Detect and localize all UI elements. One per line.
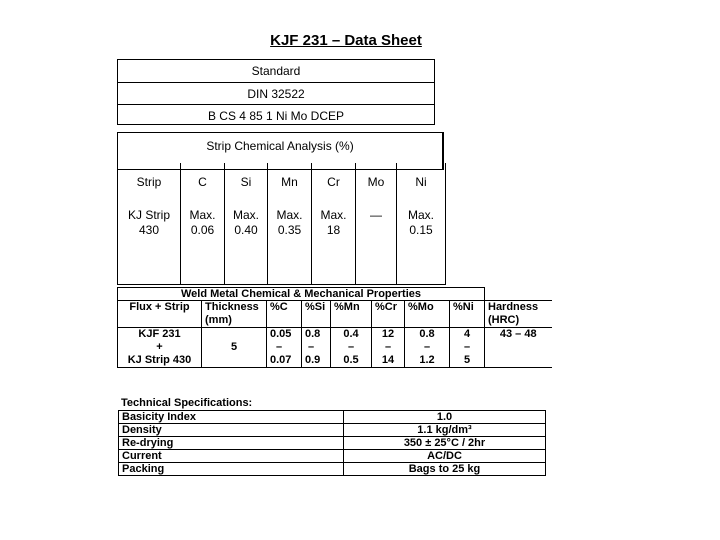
- standard-box: [117, 59, 435, 125]
- standard-norm: DIN 32522: [118, 82, 434, 105]
- column-header-ni: %Ni: [450, 301, 485, 328]
- table-row: [119, 463, 546, 476]
- strip-analysis-heading: Strip Chemical Analysis (%): [206, 139, 354, 153]
- spec-label: Density: [119, 424, 344, 437]
- table-row: [119, 424, 546, 437]
- table-row: [119, 450, 546, 463]
- table-header-row: [118, 163, 446, 199]
- table-row: [119, 411, 546, 424]
- cell-mn: Max. 0.35: [268, 199, 312, 285]
- column-header-c: %C: [267, 301, 302, 328]
- table-row: [118, 199, 446, 285]
- cell-mo: —: [356, 199, 397, 285]
- column-header-c: C: [181, 163, 225, 199]
- tech-specs-heading: Technical Specifications:: [121, 397, 253, 409]
- standard-label: Standard: [251, 64, 301, 78]
- spec-value: 350 ± 25°C / 2hr: [344, 437, 546, 450]
- column-header-mn: Mn: [268, 163, 312, 199]
- column-header-mo: Mo: [356, 163, 397, 199]
- cell-ni: 4 – 5: [450, 328, 485, 368]
- cell-strip: KJ Strip 430: [118, 199, 181, 285]
- spec-value: 1.0: [344, 411, 546, 424]
- tech-specs-table: [118, 410, 546, 476]
- column-header-mo: %Mo: [405, 301, 450, 328]
- strip-analysis-table: [117, 163, 446, 285]
- standard-designation: B CS 4 85 1 Ni Mo DCEP: [118, 104, 434, 127]
- cell-hardness: 43 – 48: [485, 328, 552, 368]
- page-title: KJF 231 – Data Sheet: [270, 32, 422, 49]
- column-header-si: %Si: [302, 301, 331, 328]
- cell-c: Max. 0.06: [181, 199, 225, 285]
- weld-metal-heading: Weld Metal Chemical & Mechanical Properties: [118, 288, 485, 301]
- cell-cr: Max. 18: [312, 199, 356, 285]
- spec-label: Basicity Index: [119, 411, 344, 424]
- cell-c: 0.05 – 0.07: [267, 328, 302, 368]
- cell-mo: 0.8 – 1.2: [405, 328, 450, 368]
- column-header-mn: %Mn: [331, 301, 372, 328]
- cell-flux-strip: KJF 231 + KJ Strip 430: [118, 328, 202, 368]
- column-header-flux-strip: Flux + Strip: [118, 301, 202, 328]
- table-header-row: [118, 301, 552, 328]
- column-header-ni: Ni: [397, 163, 446, 199]
- spec-value: AC/DC: [344, 450, 546, 463]
- cell-cr: 12 – 14: [372, 328, 405, 368]
- table-row: [118, 328, 552, 368]
- column-header-thickness: Thickness (mm): [202, 301, 267, 328]
- cell-thickness: 5: [202, 328, 267, 368]
- spec-value: Bags to 25 kg: [344, 463, 546, 476]
- spec-label: Current: [119, 450, 344, 463]
- spec-value: 1.1 kg/dm³: [344, 424, 546, 437]
- column-header-cr: %Cr: [372, 301, 405, 328]
- spec-label: Packing: [119, 463, 344, 476]
- spec-label: Re-drying: [119, 437, 344, 450]
- cell-si: 0.8 – 0.9: [302, 328, 331, 368]
- table-row: [119, 437, 546, 450]
- cell-mn: 0.4 – 0.5: [331, 328, 372, 368]
- cell-si: Max. 0.40: [225, 199, 268, 285]
- column-header-strip: Strip: [118, 163, 181, 199]
- cell-ni: Max. 0.15: [397, 199, 446, 285]
- weld-metal-table: [117, 287, 552, 368]
- column-header-si: Si: [225, 163, 268, 199]
- column-header-cr: Cr: [312, 163, 356, 199]
- column-header-hardness: Hardness (HRC): [485, 301, 552, 328]
